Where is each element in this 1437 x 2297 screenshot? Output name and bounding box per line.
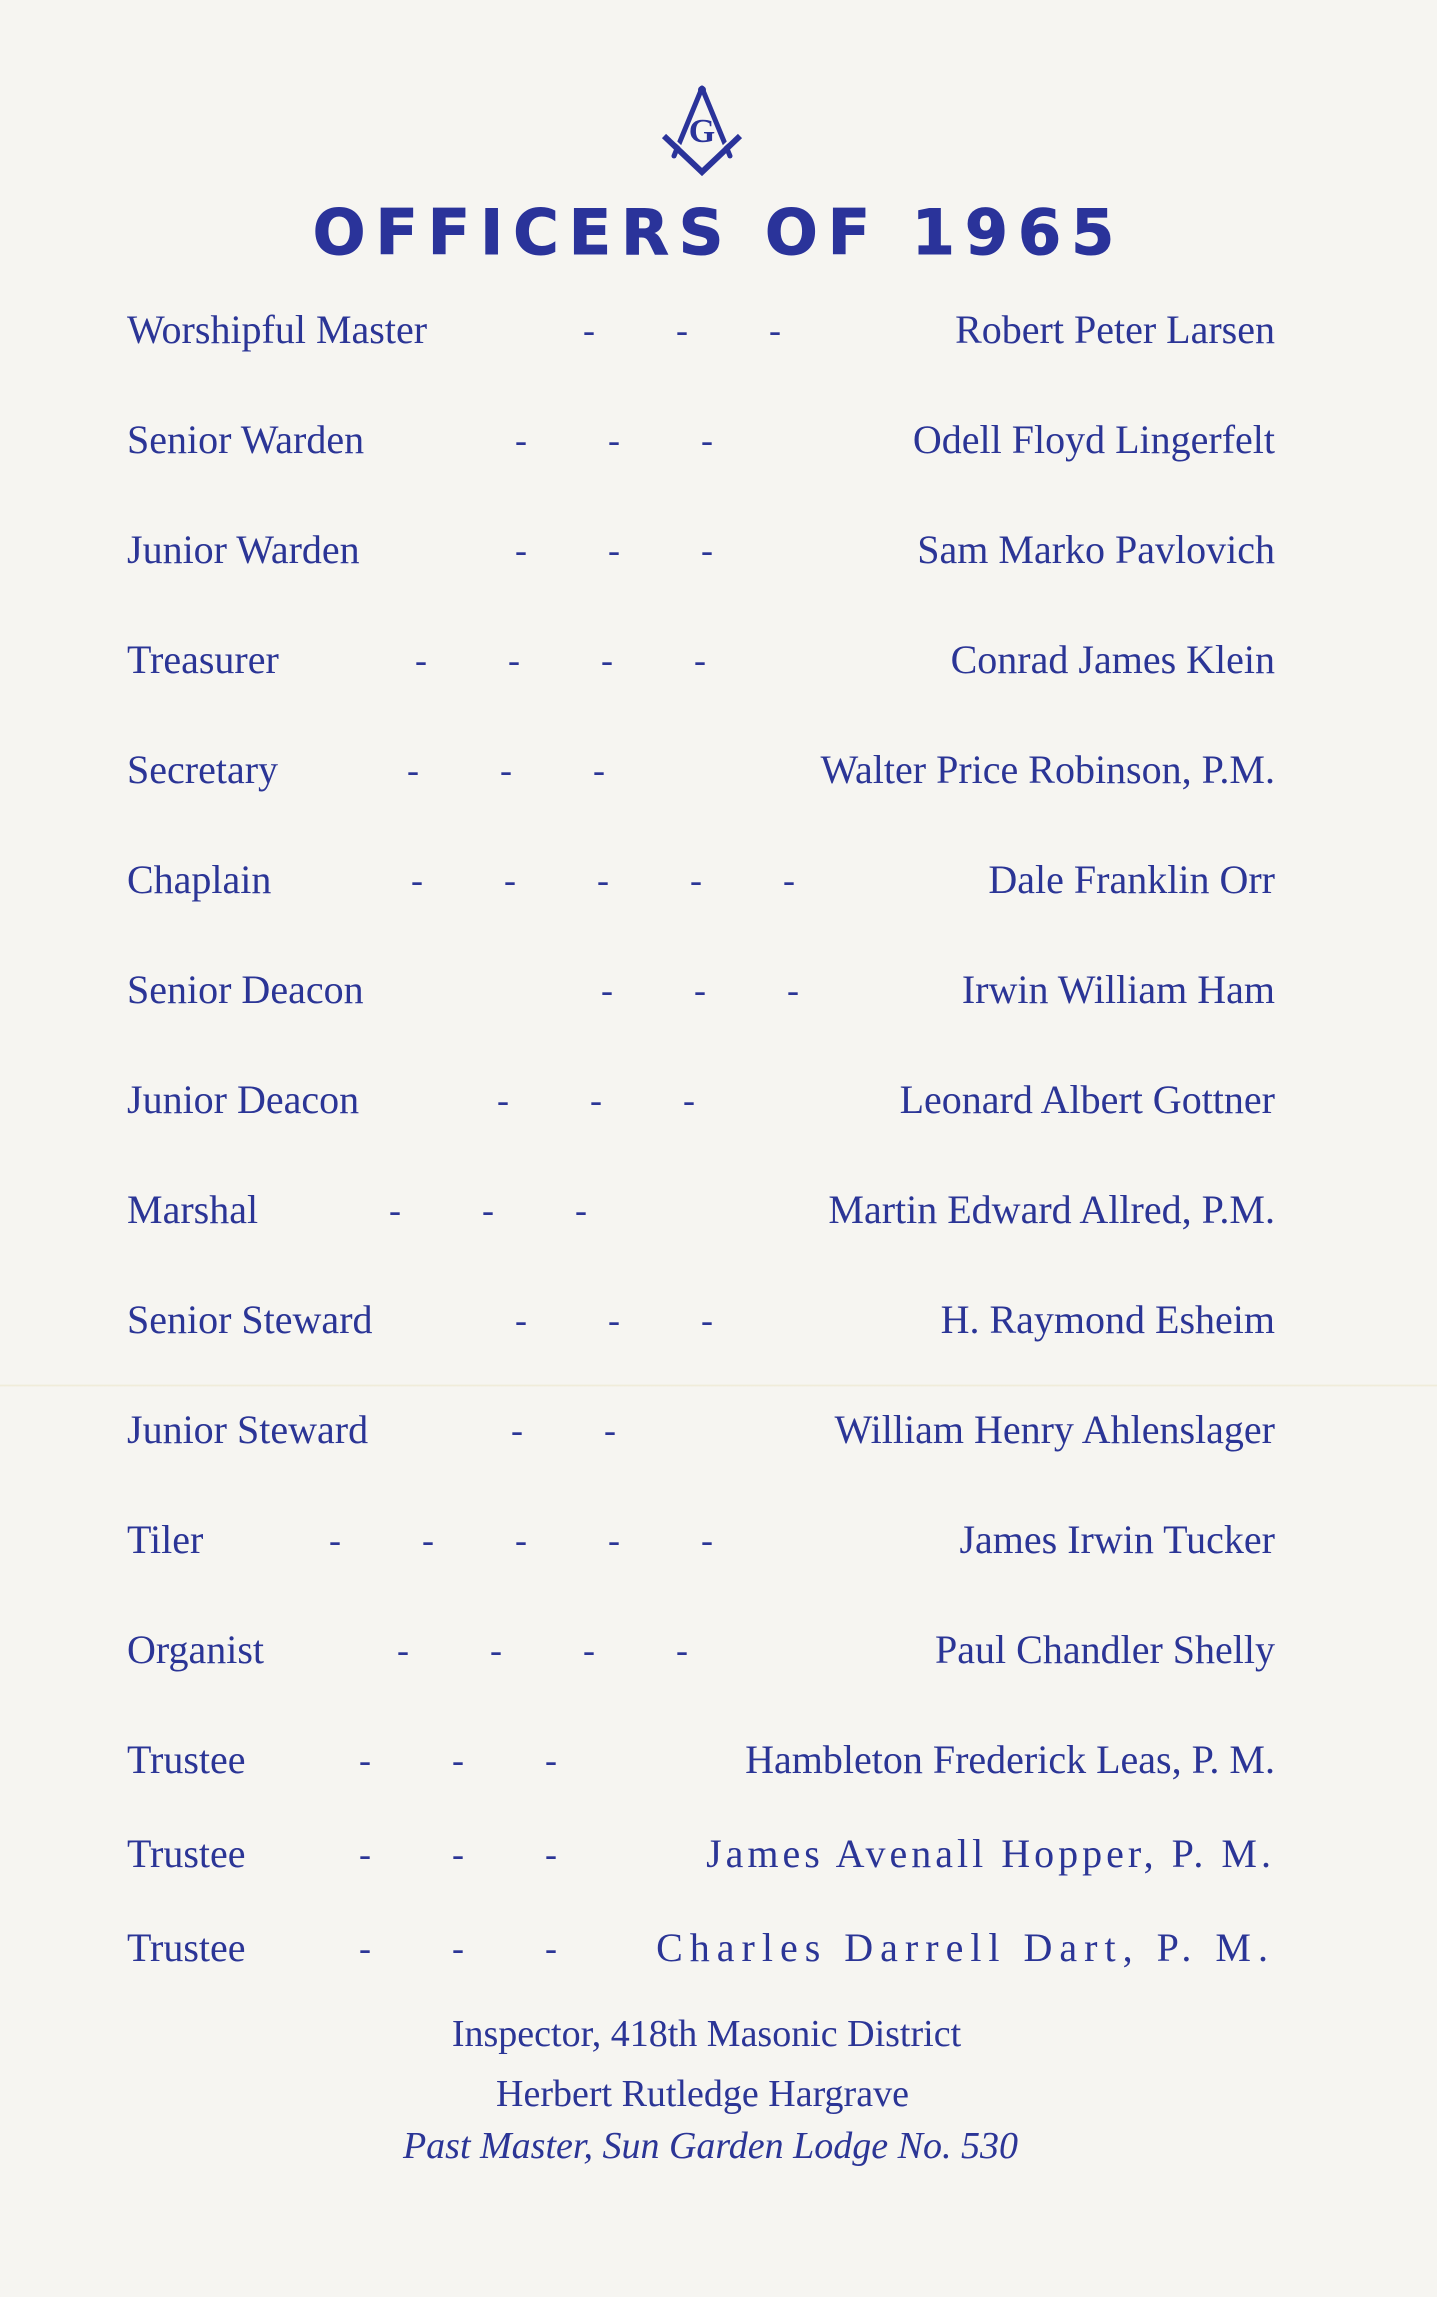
officer-name: Hambleton Frederick Leas, P. M. [745,1737,1275,1782]
office-title: Chaplain [127,857,272,902]
officer-name: James Irwin Tucker [959,1517,1275,1562]
emblem-letter: G [688,113,716,150]
officer-row [127,1282,1275,1392]
officer-row [127,952,1275,1062]
officer-name: Paul Chandler Shelly [935,1627,1275,1672]
office-title: Tiler [127,1517,204,1562]
officer-row [127,1612,1275,1722]
officer-name: Martin Edward Allred, P.M. [828,1187,1275,1232]
office-title: Treasurer [127,637,279,682]
leader-dashes: - - - - - [329,1520,713,1560]
office-title: Junior Warden [127,527,360,572]
officer-name: H. Raymond Esheim [940,1297,1275,1342]
leader-dashes: - - - [583,310,781,350]
officer-name: James Avenall Hopper, P. M. [706,1831,1275,1876]
officer-name: Robert Peter Larsen [955,307,1275,352]
officer-row [127,1816,1275,1910]
office-title: Senior Warden [127,417,365,462]
leader-dashes: - - - - [415,640,706,680]
leader-dashes: - - - [515,530,713,570]
office-title: Senior Steward [127,1297,373,1342]
office-title: Junior Steward [127,1407,369,1452]
officer-row [127,842,1275,952]
officer-row [127,1722,1275,1816]
page-title: OFFICERS OF 1965 [312,196,1125,269]
leader-dashes: - - [511,1410,616,1450]
inspector-name: Herbert Rutledge Hargrave [496,2073,909,2115]
leader-dashes: - - - [407,750,605,790]
officer-row [127,1172,1275,1282]
officer-name: Conrad James Klein [950,637,1275,682]
officer-row [127,1392,1275,1502]
officer-row [127,402,1275,512]
leader-dashes: - - - [497,1080,695,1120]
officer-row [127,732,1275,842]
inspector-title: Inspector, 418th Masonic District [451,2013,962,2055]
officer-row [127,512,1275,622]
office-title: Marshal [127,1187,259,1232]
officer-name: Leonard Albert Gottner [899,1077,1275,1122]
leader-dashes: - - - [601,970,799,1010]
office-title: Trustee [127,1737,246,1782]
officer-name: Charles Darrell Dart, P. M. [656,1925,1275,1970]
leader-dashes: - - - - [397,1630,688,1670]
officer-name: Odell Floyd Lingerfelt [912,417,1275,462]
office-title: Junior Deacon [127,1077,360,1122]
officer-name: Irwin William Ham [961,967,1275,1012]
leader-dashes: - - - [359,1740,557,1780]
officer-name: William Henry Ahlenslager [834,1407,1275,1452]
office-title: Senior Deacon [127,967,364,1012]
office-title: Trustee [127,1831,246,1876]
leader-dashes: - - - [359,1834,557,1874]
officer-row [127,1502,1275,1612]
square-and-compass-icon [658,84,746,176]
officer-row [127,1910,1275,2004]
office-title: Secretary [127,747,279,792]
office-title: Organist [127,1627,265,1672]
leader-dashes: - - - [515,1300,713,1340]
officer-name: Dale Franklin Orr [988,857,1275,902]
officer-row [127,622,1275,732]
officer-name: Sam Marko Pavlovich [917,527,1275,572]
leader-dashes: - - - [515,420,713,460]
leader-dashes: - - - - - [411,860,795,900]
office-title: Worshipful Master [127,307,428,352]
officer-name: Walter Price Robinson, P.M. [820,747,1275,792]
officer-row [127,1062,1275,1172]
officers-list [127,292,1275,2004]
inspector-affiliation: Past Master, Sun Garden Lodge No. 530 [402,2125,1019,2167]
leader-dashes: - - - [359,1928,557,1968]
officer-row [127,292,1275,402]
office-title: Trustee [127,1925,246,1970]
leader-dashes: - - - [389,1190,587,1230]
